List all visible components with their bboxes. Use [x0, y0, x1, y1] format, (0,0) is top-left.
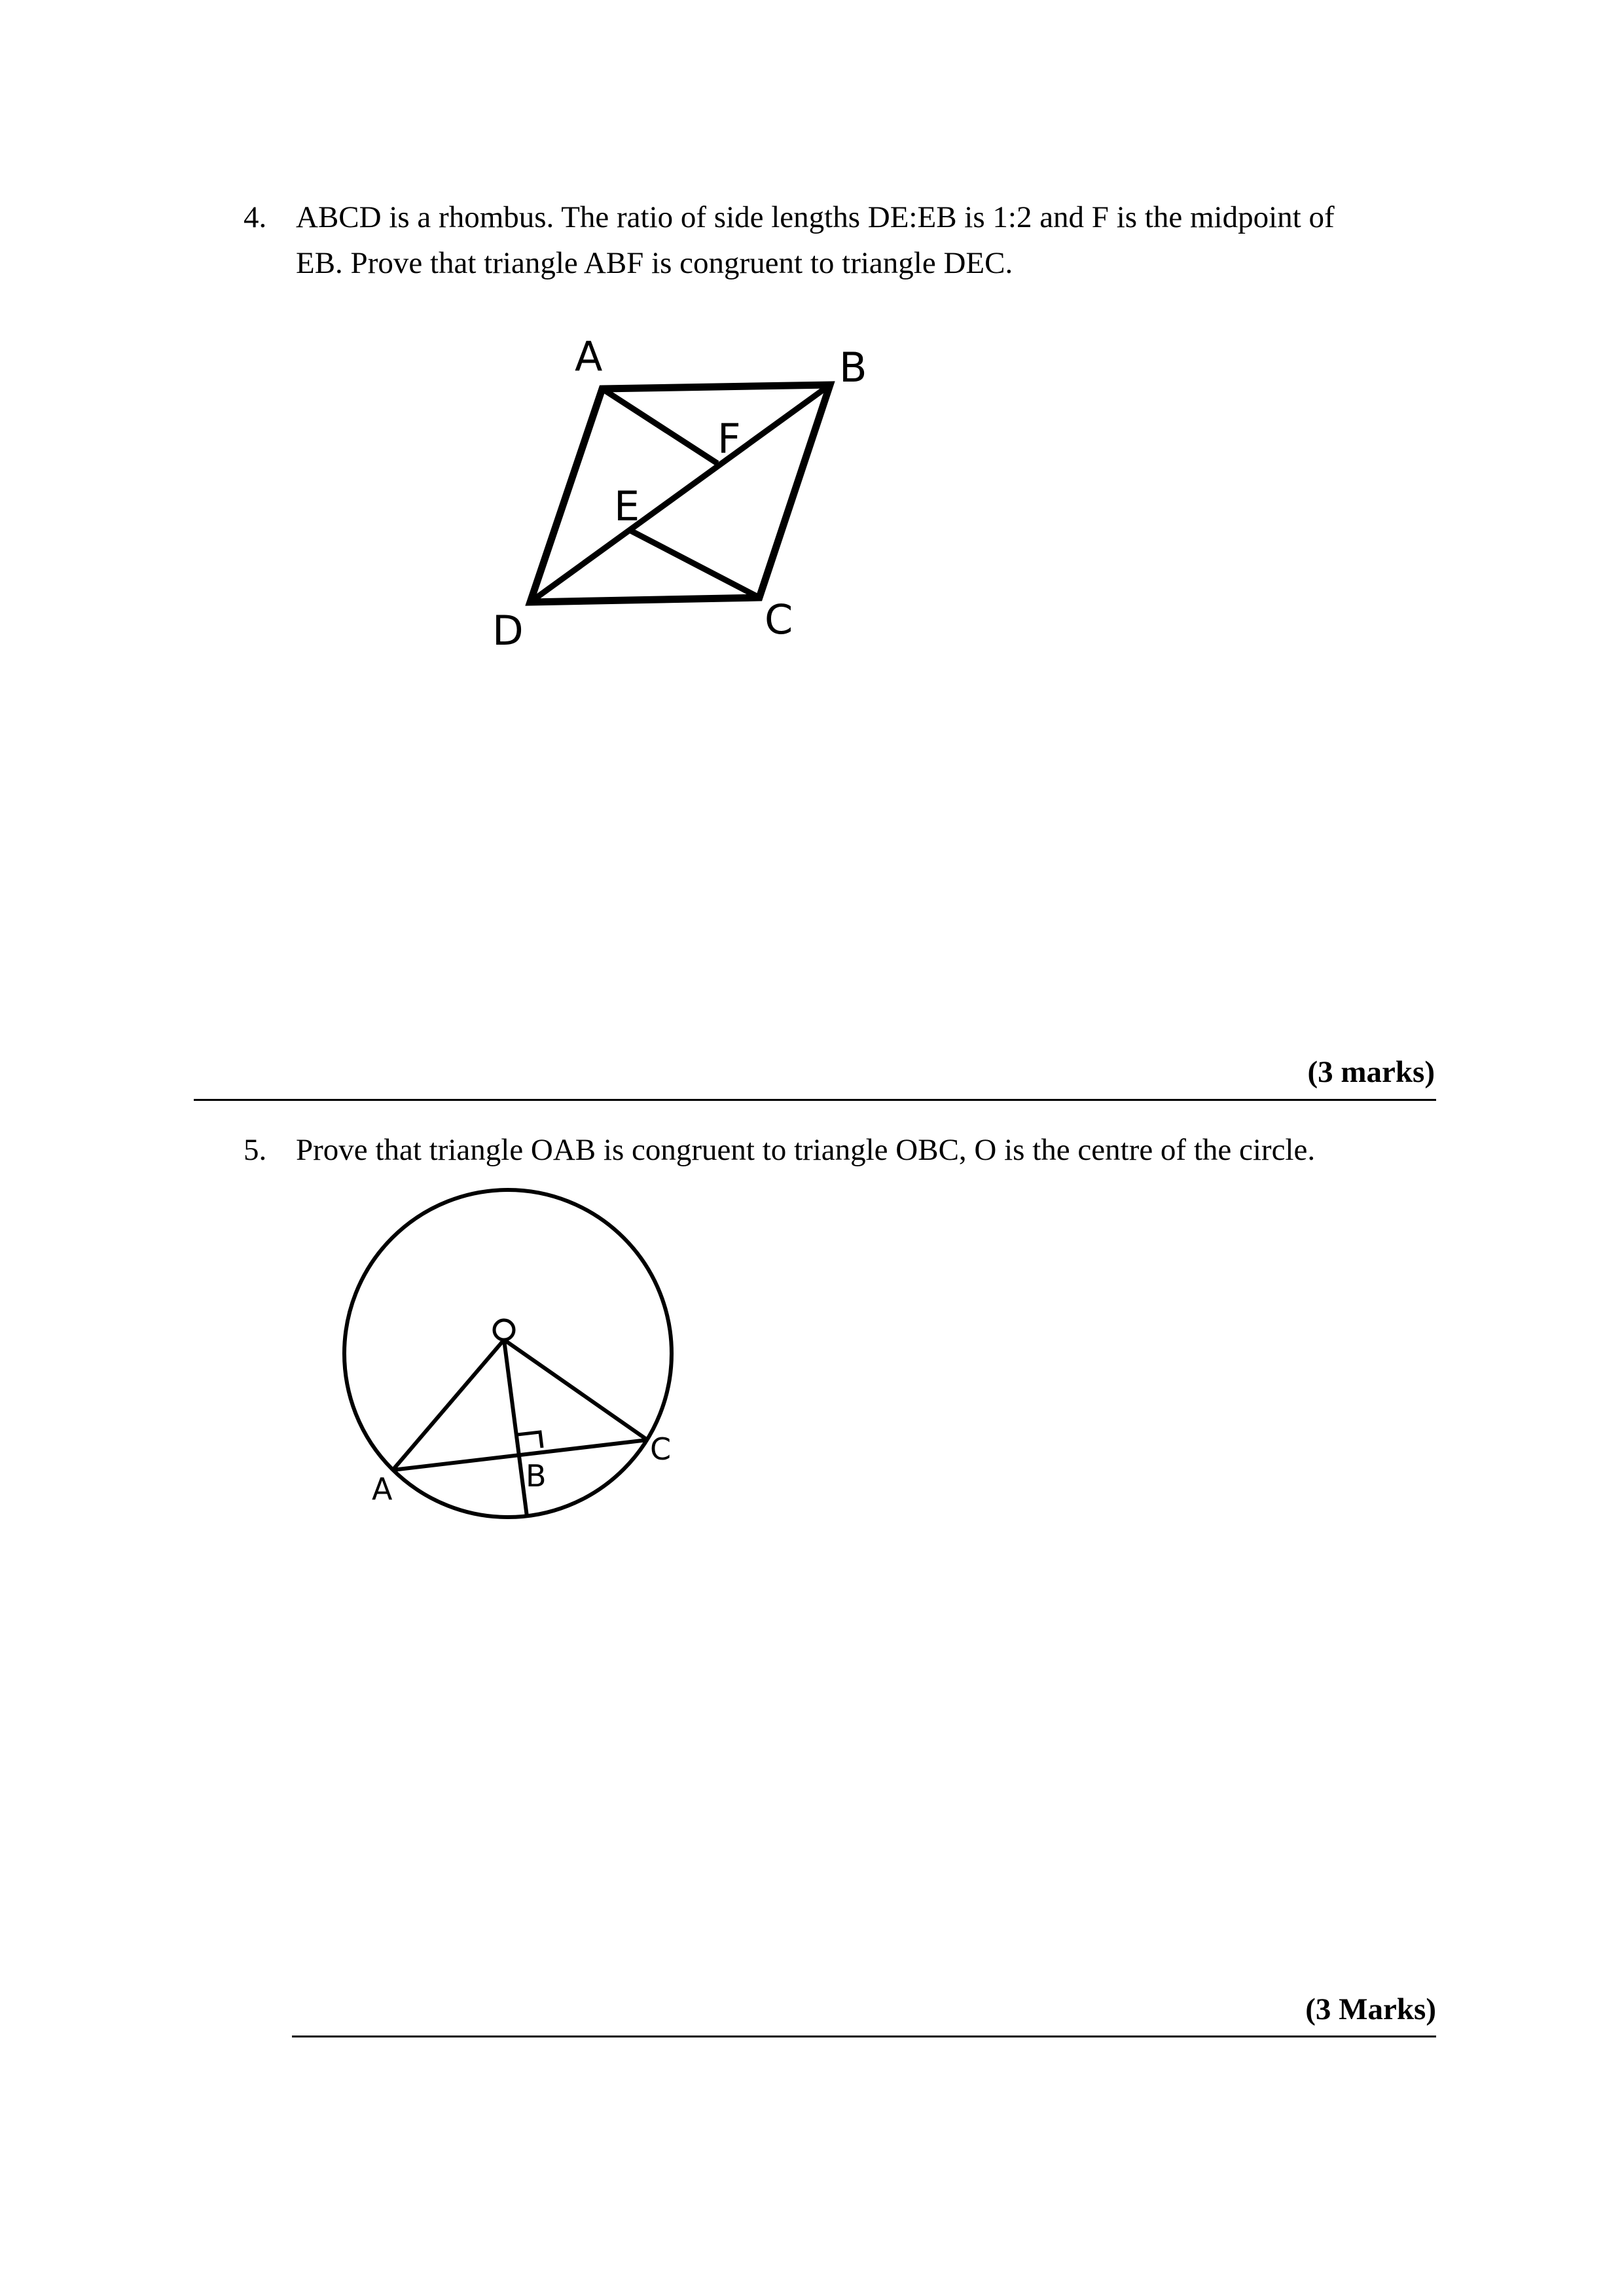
label-a: A	[372, 1471, 393, 1507]
segment-af	[602, 389, 717, 463]
label-b: B	[526, 1458, 547, 1494]
rhombus-diagram	[0, 0, 1624, 720]
label-b: B	[839, 344, 867, 391]
label-e: E	[614, 482, 640, 530]
label-a: A	[575, 332, 603, 380]
question-5-number: 5.	[244, 1133, 267, 1167]
line-ob	[504, 1340, 527, 1516]
question-4-text-line-1: ABCD is a rhombus. The ratio of side lengths DE:EB is 1:2 and F is the midpoint of	[296, 200, 1335, 234]
radius-oc	[504, 1340, 647, 1440]
circle-diagram	[0, 1113, 1624, 1571]
segment-ec	[630, 530, 759, 598]
radius-oa	[393, 1340, 504, 1470]
question-5-text: Prove that triangle OAB is congruent to triangle OBC, O is the centre of the circle.	[296, 1133, 1316, 1167]
question-4-number: 4.	[244, 200, 267, 234]
question-5-marks: (3 Marks)	[1305, 1992, 1436, 2026]
question-4-marks: (3 marks)	[1307, 1055, 1435, 1089]
label-f: F	[717, 415, 741, 463]
label-d: D	[492, 607, 524, 655]
label-c: C	[650, 1431, 672, 1467]
diagonal-db	[530, 385, 830, 602]
question-4-divider	[194, 1099, 1436, 1101]
question-5-divider	[292, 2036, 1436, 2037]
question-4-text-line-2: EB. Prove that triangle ABF is congruent to triangle DEC.	[296, 246, 1013, 280]
right-angle-marker	[517, 1432, 542, 1448]
label-c: C	[765, 596, 793, 643]
